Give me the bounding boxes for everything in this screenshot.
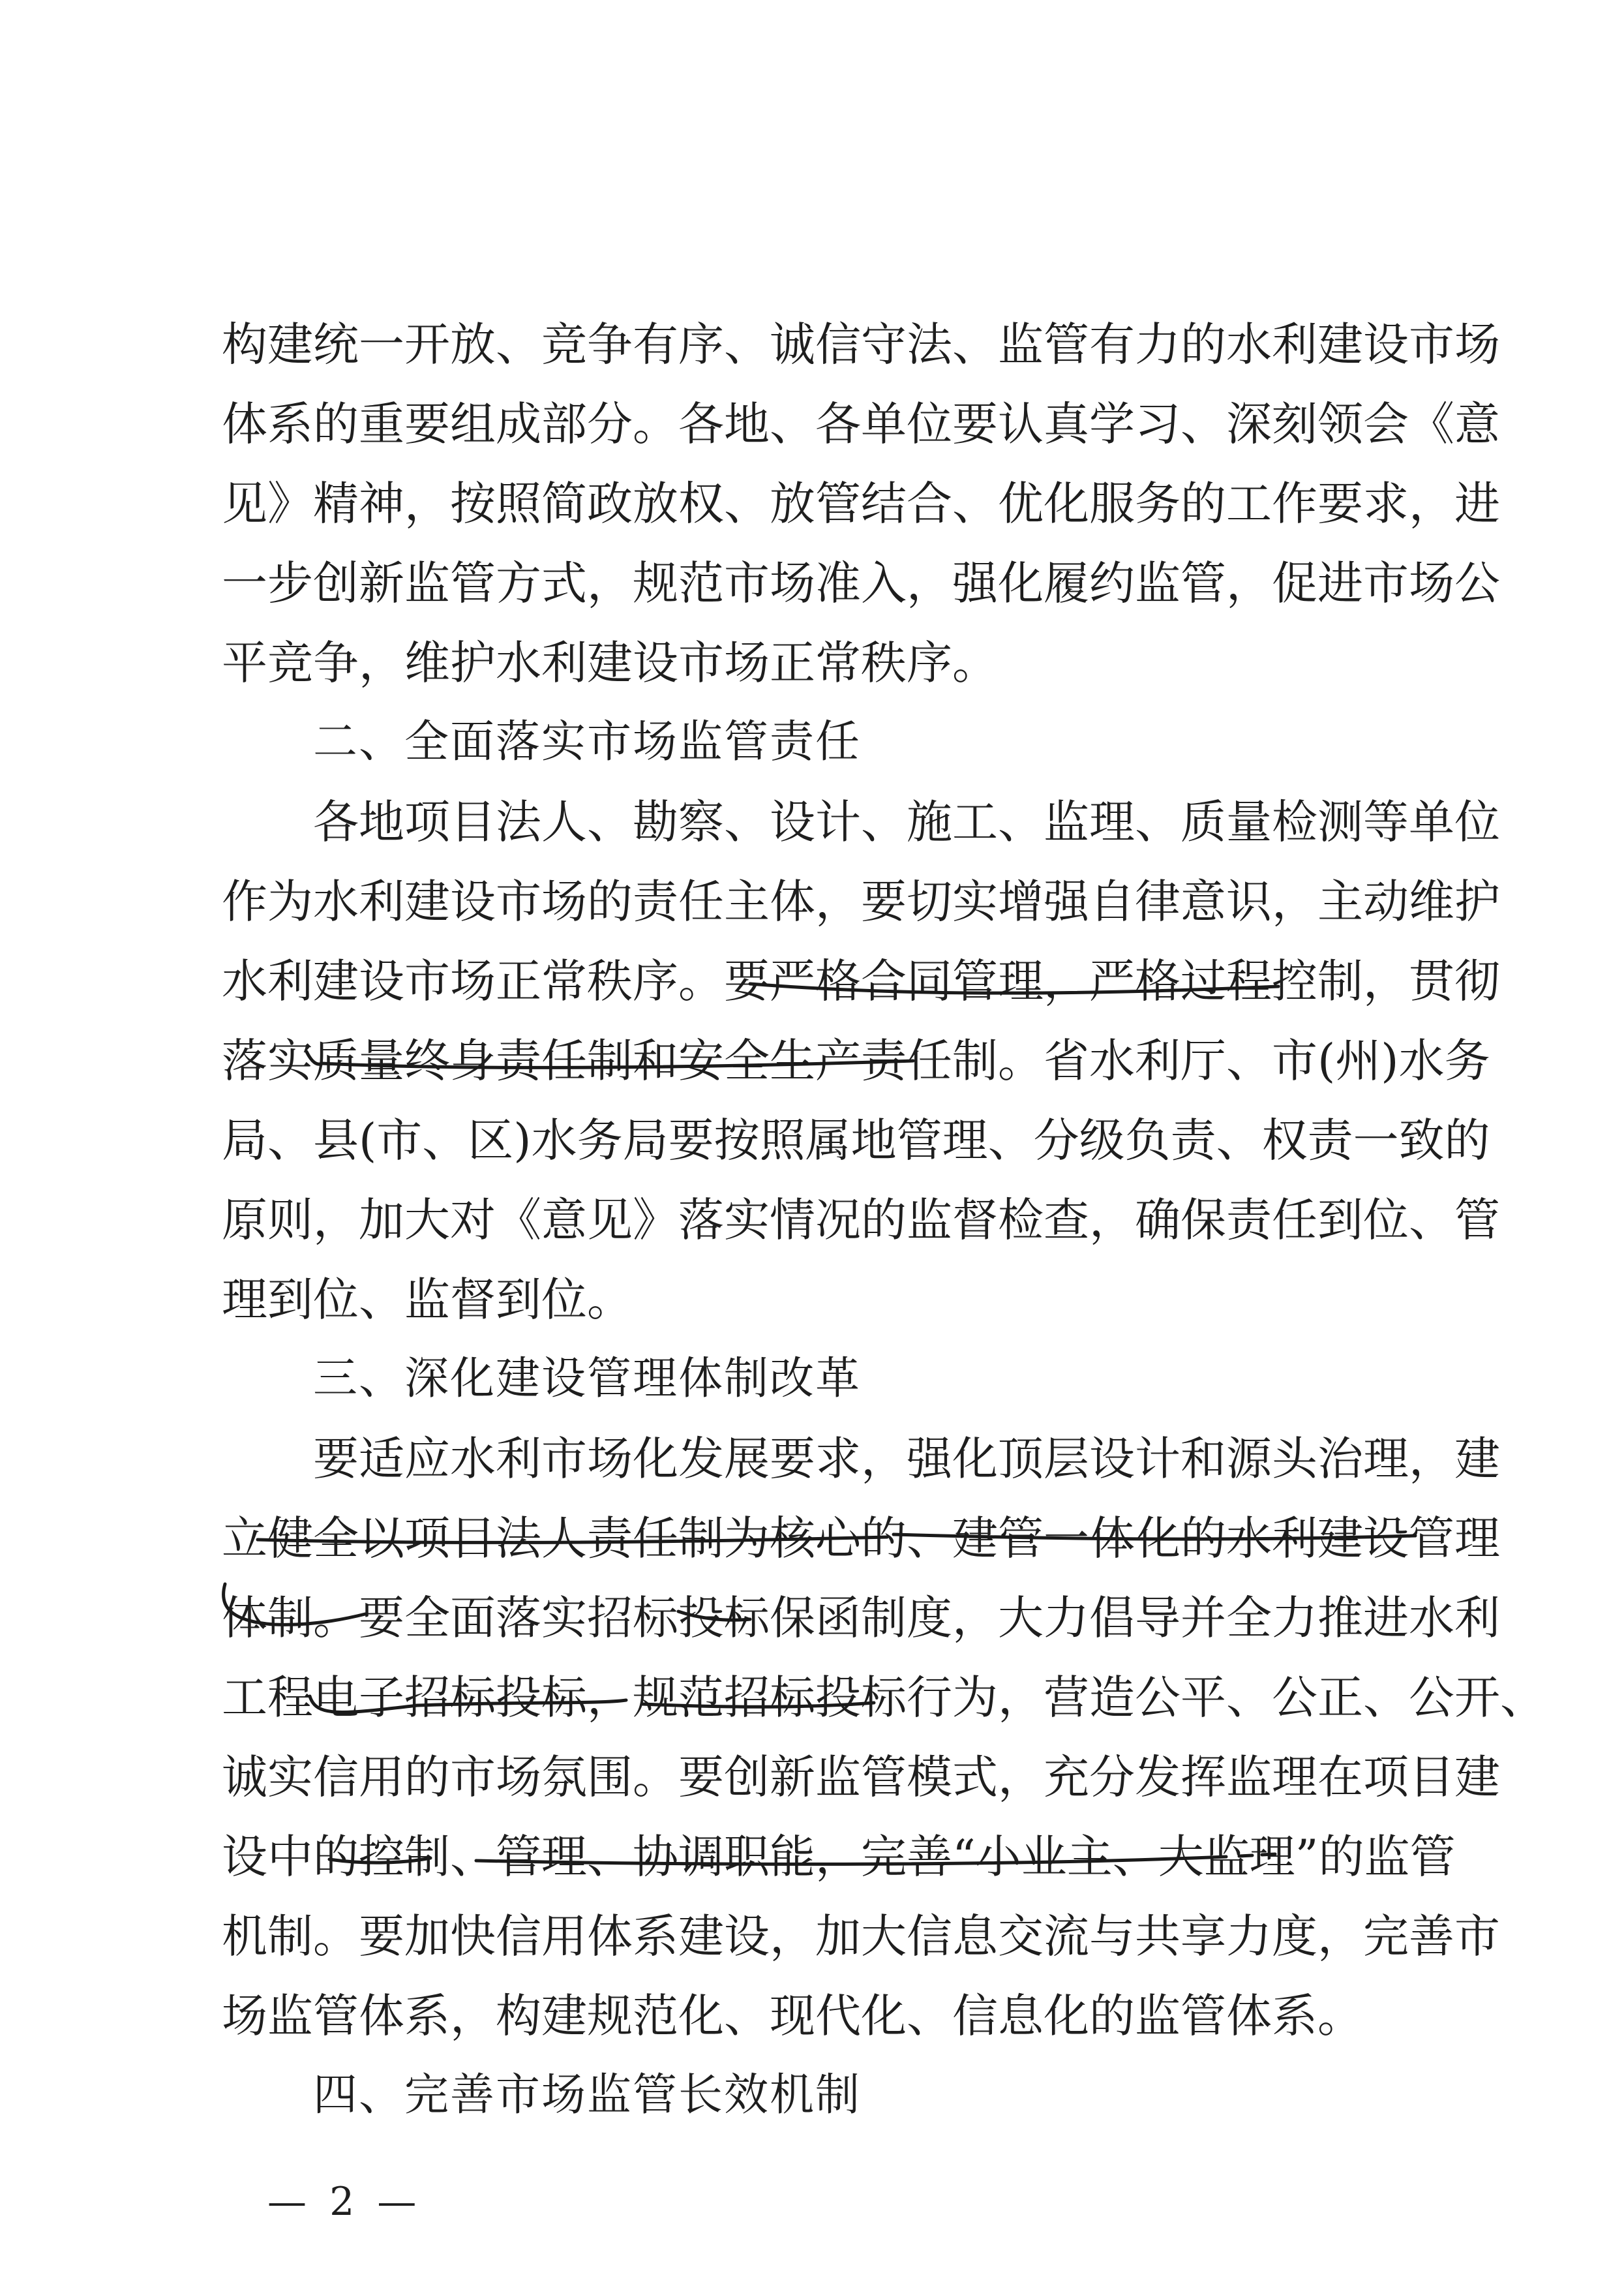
paragraph-line: 诚实信用的市场氛围。要创新监管模式，充分发挥监理在项目建 <box>222 1750 1500 1804</box>
page-number: — 2 — <box>267 2179 422 2225</box>
paragraph-line: 原则，加大对《意见》落实情况的监督检查，确保责任到位、管 <box>222 1193 1500 1247</box>
paragraph-line: 体系的重要组成部分。各地、各单位要认真学习、深刻领会《意 <box>222 397 1500 451</box>
paragraph-line: 见》精神，按照简政放权、放管结合、优化服务的工作要求，进 <box>222 477 1500 530</box>
paragraph-line: 理到位、监督到位。 <box>222 1273 633 1326</box>
section-heading-3: 三、深化建设管理体制改革 <box>313 1353 862 1405</box>
paragraph-line: 体制。要全面落实招标投标保函制度，大力倡导并全力推进水利 <box>222 1591 1500 1645</box>
paragraph-line: 局、县(市、区)水务局要按照属地管理、分级负责、权责一致的 <box>222 1114 1490 1167</box>
paragraph-line: 设中的控制、管理、协调职能，完善“小业主、大监理”的监管 <box>222 1830 1456 1883</box>
section-heading-4: 四、完善市场监管长效机制 <box>313 2069 862 2121</box>
paragraph-line: 落实质量终身责任制和安全生产责任制。省水利厅、市(州)水务 <box>222 1034 1490 1088</box>
paragraph-line: 各地项目法人、勘察、设计、施工、监理、质量检测等单位 <box>313 795 1500 849</box>
paragraph-line: 作为水利建设市场的责任主体，要切实增强自律意识，主动维护 <box>222 875 1500 928</box>
paragraph-line: 场监管体系，构建规范化、现代化、信息化的监管体系。 <box>222 1989 1363 2043</box>
paragraph-line: 平竞争，维护水利建设市场正常秩序。 <box>222 636 998 690</box>
paragraph-line: 机制。要加快信用体系建设，加大信息交流与共享力度，完善市 <box>222 1910 1500 1963</box>
paragraph-line: 要适应水利市场化发展要求，强化顶层设计和源头治理，建 <box>313 1432 1500 1486</box>
paragraph-line: 构建统一开放、竞争有序、诚信守法、监管有力的水利建设市场 <box>222 318 1500 371</box>
section-heading-2: 二、全面落实市场监管责任 <box>313 716 862 768</box>
paragraph-line: 工程电子招标投标，规范招标投标行为，营造公平、公正、公开、 <box>222 1671 1546 1724</box>
paragraph-line: 一步创新监管方式，规范市场准入，强化履约监管，促进市场公 <box>222 556 1500 610</box>
paragraph-line: 立健全以项目法人责任制为核心的、建管一体化的水利建设管理 <box>222 1512 1500 1565</box>
paragraph-line: 水利建设市场正常秩序。要严格合同管理，严格过程控制，贯彻 <box>222 954 1500 1008</box>
